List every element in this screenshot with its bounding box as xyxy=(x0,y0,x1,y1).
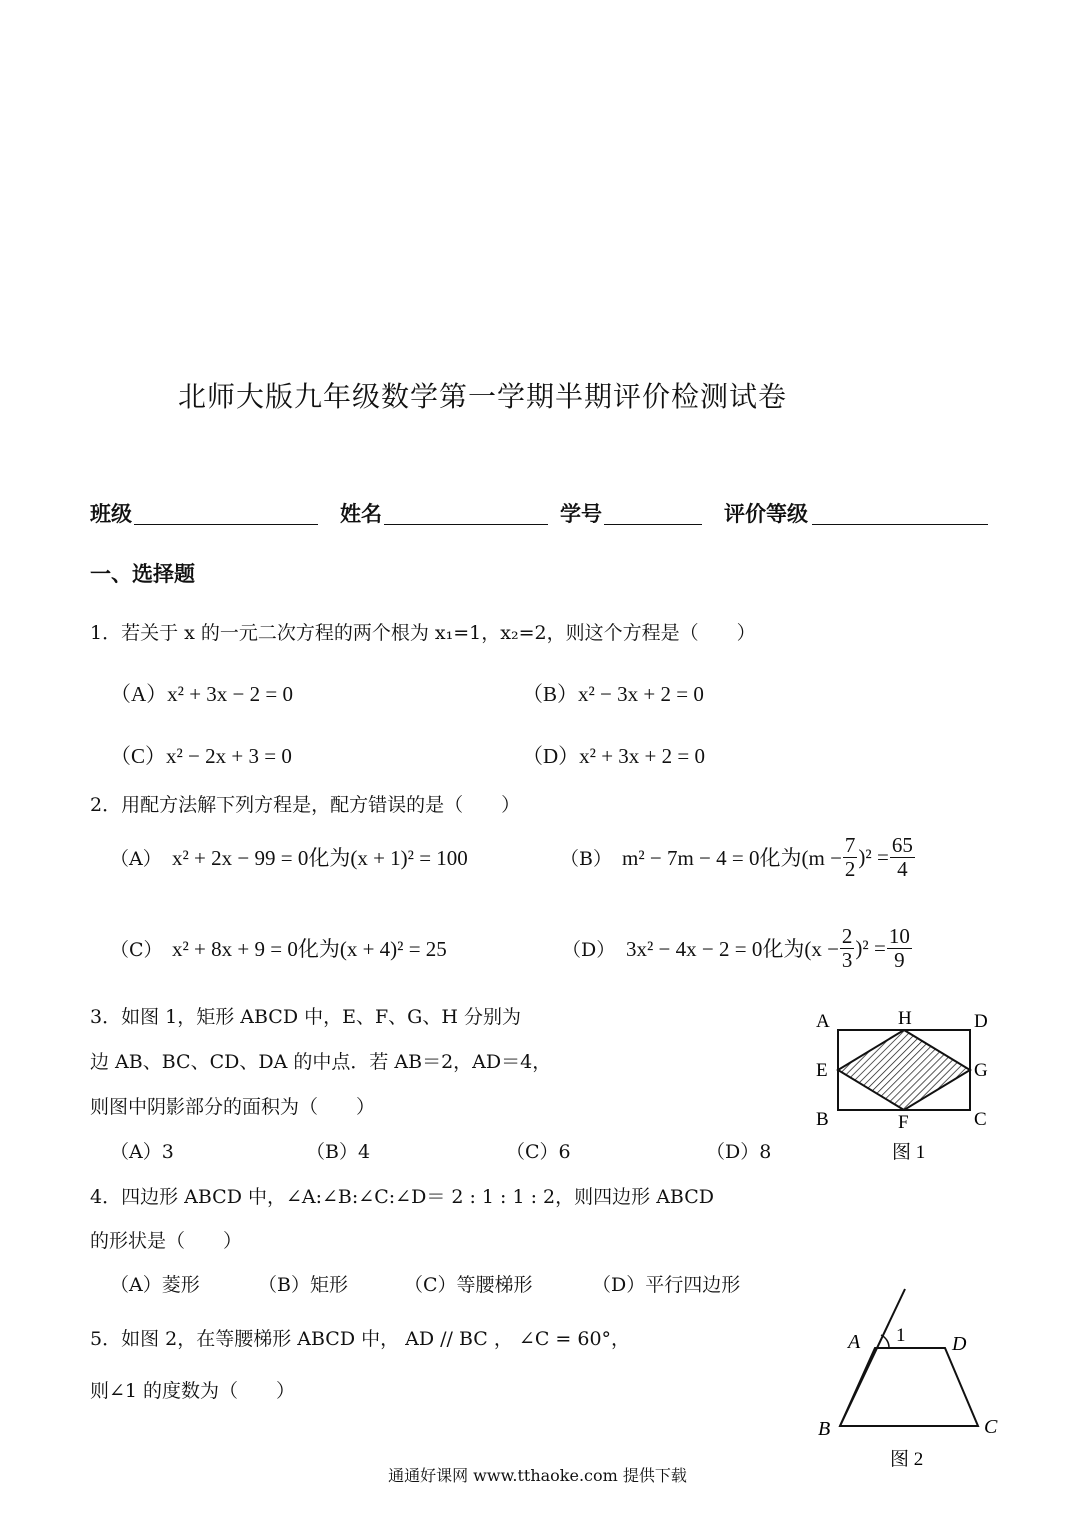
q2-option-a-label: （A） xyxy=(110,848,162,870)
q3-line-1: 3．如图 1，矩形 ABCD 中，E、F、G、H 分别为 xyxy=(90,1006,521,1028)
grade-field[interactable] xyxy=(812,524,988,525)
q2-option-c-label: （C） xyxy=(110,939,163,961)
fig1-label-h: H xyxy=(898,1008,912,1029)
q2-b-fraction xyxy=(843,834,858,879)
q2-option-b-expr xyxy=(622,826,916,888)
q2-d-lhs: 3x² − 4x − 2 = 0化为(x − xyxy=(626,937,839,961)
class-field[interactable] xyxy=(134,524,318,525)
fig1-label-c: C xyxy=(974,1109,987,1130)
q2-d-frac-den: 3 xyxy=(841,947,853,972)
q2-option-b-label: （B） xyxy=(560,848,612,870)
grade-label: 评价等级 xyxy=(724,502,808,526)
q3-option-d: （D）8 xyxy=(706,1141,772,1163)
page-title: 北师大版九年级数学第一学期半期评价检测试卷 xyxy=(178,380,788,413)
fig2-label-c: C xyxy=(984,1416,998,1438)
q4-option-a: （A）菱形 xyxy=(110,1274,200,1296)
q2-d-rfrac-den: 9 xyxy=(894,947,905,972)
figure-1 xyxy=(800,1000,1010,1170)
q5-line-1: 5．如图 2，在等腰梯形 ABCD 中， AD // BC ， ∠C = 60°， xyxy=(90,1328,631,1350)
q2-d-mid: )² = xyxy=(855,935,886,960)
q2-option-d-expr xyxy=(626,917,913,979)
q4-line-2: 的形状是（ ） xyxy=(90,1230,243,1252)
q2-d-fraction xyxy=(840,925,855,970)
q2-d-rfraction xyxy=(887,925,912,970)
section-heading: 一、选择题 xyxy=(90,562,195,586)
q1-option-a: （A）x² + 3x − 2 = 0 xyxy=(110,682,293,706)
q3-option-a: （A）3 xyxy=(110,1141,174,1163)
q2-option-a-expr: x² + 2x − 99 = 0化为(x + 1)² = 100 xyxy=(172,846,468,870)
fig2-label-b: B xyxy=(818,1418,831,1440)
fig1-label-e: E xyxy=(816,1060,828,1081)
fig2-label-a: A xyxy=(848,1331,861,1353)
q2-d-frac-num: 2 xyxy=(841,924,853,949)
fig1-label-f: F xyxy=(898,1112,909,1133)
q1-option-c: （C）x² − 2x + 3 = 0 xyxy=(110,744,292,768)
q4-option-b: （B）矩形 xyxy=(258,1274,348,1296)
q2-option-d-label: （D） xyxy=(562,939,616,961)
student-id-label: 学号 xyxy=(560,502,602,526)
q2-b-frac-den: 2 xyxy=(844,856,856,881)
q2-b-rfraction xyxy=(890,834,915,879)
q1-stem: 1．若关于 x 的一元二次方程的两个根为 x₁=1，x₂=2，则这个方程是（ ） xyxy=(90,622,756,644)
student-id-field[interactable] xyxy=(604,524,702,525)
q2-b-frac-num: 7 xyxy=(844,833,856,858)
footer-credit: 通通好课网 www.tthaoke.com 提供下载 xyxy=(388,1466,687,1485)
name-field[interactable] xyxy=(384,524,548,525)
class-label: 班级 xyxy=(90,502,132,526)
q2-b-rfrac-den: 4 xyxy=(897,856,908,881)
name-label: 姓名 xyxy=(340,502,382,526)
fig1-label-a: A xyxy=(816,1011,830,1032)
q5-line-2: 则∠1 的度数为（ ） xyxy=(90,1380,296,1402)
q2-option-c-expr: x² + 8x + 9 = 0化为(x + 4)² = 25 xyxy=(172,937,447,961)
isosceles-trapezoid xyxy=(840,1348,978,1426)
fig1-caption: 图 1 xyxy=(892,1142,926,1163)
q2-b-rfrac-num: 65 xyxy=(891,833,913,858)
fig2-label-angle: 1 xyxy=(896,1325,906,1346)
fig2-label-d: D xyxy=(952,1333,967,1355)
q2-d-rfrac-num: 10 xyxy=(888,924,910,949)
shaded-rhombus xyxy=(838,1030,970,1110)
q4-option-c: （C）等腰梯形 xyxy=(404,1274,533,1296)
q2-b-mid: )² = xyxy=(858,844,889,869)
fig2-caption: 图 2 xyxy=(890,1449,924,1470)
q3-option-c: （C）6 xyxy=(506,1141,571,1163)
q1-option-d: （D）x² + 3x + 2 = 0 xyxy=(522,744,705,768)
q2-stem: 2．用配方法解下列方程是，配方错误的是（ ） xyxy=(90,794,521,816)
q3-option-b: （B）4 xyxy=(306,1141,371,1163)
q4-line-1: 4．四边形 ABCD 中，∠A:∠B:∠C:∠D＝ 2 : 1 : 1 : 2，则四边形 ABCD xyxy=(90,1186,714,1208)
q3-line-3: 则图中阴影部分的面积为（ ） xyxy=(90,1096,376,1118)
fig1-label-d: D xyxy=(974,1011,988,1032)
q3-line-2: 边 AB、BC、CD、DA 的中点．若 AB＝2，AD＝4， xyxy=(90,1051,552,1073)
q1-option-b: （B）x² − 3x + 2 = 0 xyxy=(522,682,704,706)
q4-option-d: （D）平行四边形 xyxy=(592,1274,741,1296)
figure-2 xyxy=(810,1285,1010,1475)
fig1-label-g: G xyxy=(974,1060,988,1081)
fig1-label-b: B xyxy=(816,1109,829,1130)
q2-b-lhs: m² − 7m − 4 = 0化为(m − xyxy=(622,846,842,870)
